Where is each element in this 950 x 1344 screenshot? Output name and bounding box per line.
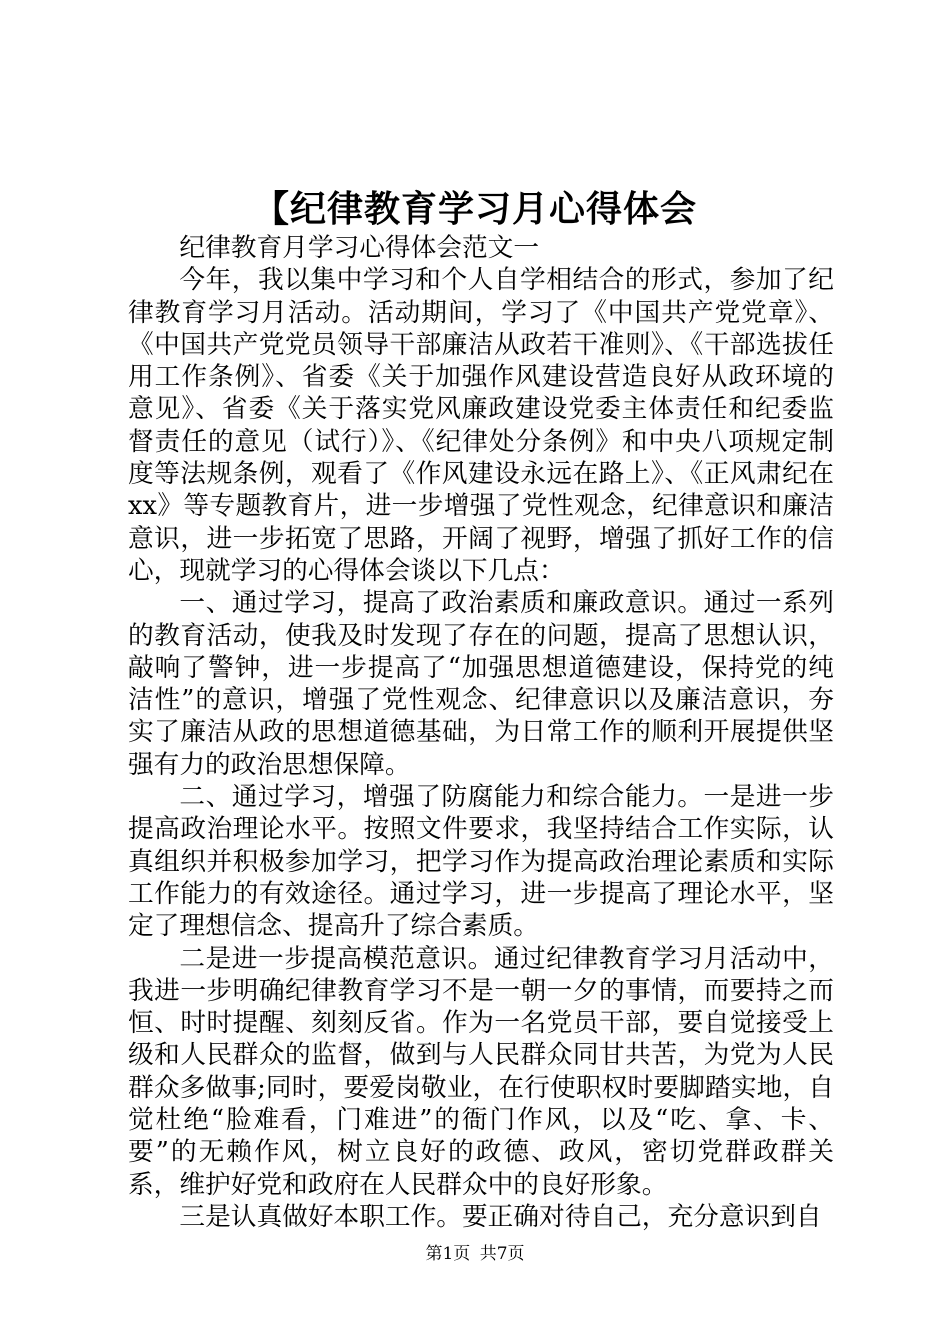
document-body bbox=[128, 232, 834, 1233]
paragraph-duty-work: 三是认真做好本职工作。要正确对待自己，充分意识到自 bbox=[179, 1201, 822, 1232]
page-footer: 第1页 共7页 bbox=[425, 1244, 525, 1264]
document-title: 【纪律教育学习月心得体会 bbox=[252, 189, 697, 230]
paragraph-point-one: 一、通过学习，提高了政治素质和廉政意识。通过一系列的教育活动，使我及时发现了存在的问题，提高了思想认识，敲响了警钟，进一步提高了“加强思想道德建设，保持党的纯洁性”的意识，增强了党性观念、纪律意识以及廉洁意识，夯实了廉洁从政的思想道德基础，为日常工作的顺利开展提供坚强有力的政治思想保障。 bbox=[128, 588, 834, 780]
paragraph-model-awareness: 二是进一步提高模范意识。通过纪律教育学习月活动中，我进一步明确纪律教育学习不是一朝一夕的事情，而要持之而恒、时时提醒、刻刻反省。作为一名党员干部，要自觉接受上级和人民群众的监督，做到与人民群众同甘共苦，为党为人民群众多做事;同时，要爱岗敬业，在行使职权时要脚踏实地，自觉杜绝“脸难看，门难进”的衙门作风，以及“吃、拿、卡、要”的无赖作风，树立良好的政德、政风，密切党群政群关系，维护好党和政府在人民群众中的良好形象。 bbox=[128, 943, 834, 1200]
paragraph-subtitle: 纪律教育月学习心得体会范文一 bbox=[179, 233, 540, 263]
paragraph-intro: 今年，我以集中学习和个人自学相结合的形式，参加了纪律教育学习月活动。活动期间，学习了《中国共产党党章》、《中国共产党党员领导干部廉洁从政若干准则》、《干部选拔任用工作条例》、省委《关于加强作风建设营造良好从政环境的意见》、省委《关于落实党风廉政建设党委主体责任和纪委监督责任的意见（试行）》、《纪律处分条例》和中央八项规定制度等法规条例，观看了《作风建设永远在路上》、《正风肃纪在xx》等专题教育片，进一步增强了党性观念，纪律意识和廉洁意识，进一步拓宽了思路，开阔了视野，增强了抓好工作的信心，现就学习的心得体会谈以下几点： bbox=[128, 265, 834, 586]
paragraph-point-two: 二、通过学习，增强了防腐能力和综合能力。一是进一步提高政治理论水平。按照文件要求，我坚持结合工作实际，认真组织并积极参加学习，把学习作为提高政治理论素质和实际工作能力的有效途径。通过学习，进一步提高了理论水平，坚定了理想信念、提高升了综合素质。 bbox=[128, 782, 834, 942]
